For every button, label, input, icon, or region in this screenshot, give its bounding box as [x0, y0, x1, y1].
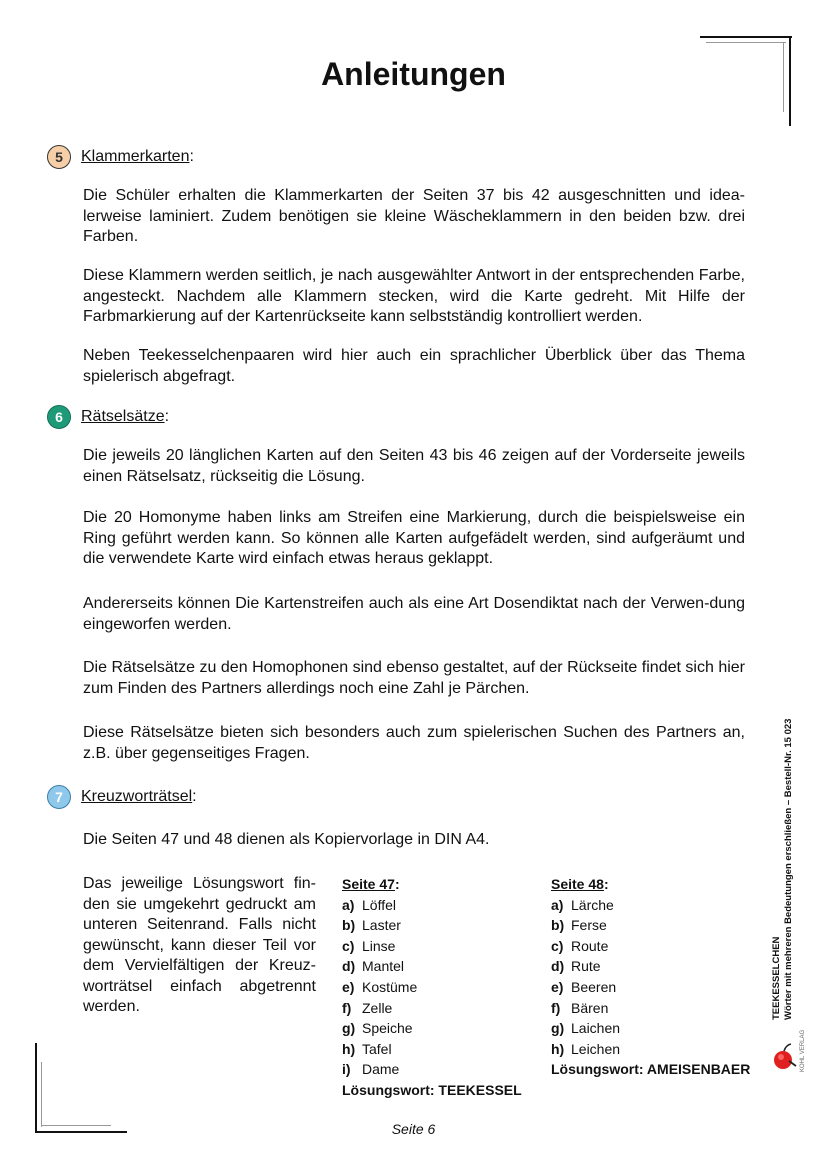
- list-item: a) Löffel: [342, 896, 396, 913]
- paragraph: Die Seiten 47 und 48 dienen als Kopiervorlage in DIN A4.: [83, 831, 490, 848]
- number-badge: 7: [47, 785, 71, 809]
- list-item: h) Tafel: [342, 1040, 392, 1057]
- answers-page-47: Seite 47: a) Löffel b) Laster c) Linse d) Mantel e) Kostüme f) Zelle g) Speiche h) Tafel i) Dame Lösungswort: TEEKESSEL: [342, 874, 542, 1101]
- section-7-heading: 7 Kreuzworträtsel:: [47, 785, 197, 809]
- column-heading: Seite 48: [551, 876, 604, 892]
- column-heading: Seite 47: [342, 876, 395, 892]
- paragraph: Die Rätselsätze zu den Homophonen sind ebenso gestaltet, auf der Rückseite findet sich hier zum Finden des Partners allerdings noch eine Zahl je Pärchen.: [83, 659, 745, 697]
- list-item: h) Leichen: [551, 1040, 621, 1057]
- paragraph: Neben Teekesselchenpaaren wird hier auch ein sprachlicher Überblick über das Thema spielerisch abgefragt.: [83, 347, 745, 385]
- sidebar-subtitle: Wörter mit mehreren Bedeutungen erschließen – Bestell-Nr. 15 023: [783, 718, 794, 1020]
- list-item: a) Lärche: [551, 896, 614, 913]
- sidebar-series-title: TEEKESSELCHEN: [771, 936, 782, 1020]
- list-item: i) Dame: [342, 1061, 400, 1078]
- solution-note: Das jeweilige Lösungswort fin-den sie umgekehrt gedruckt am unteren Seitenrand. Falls nicht gewünscht, kann dieser Teil vor dem Vervielfältigen der Kreuz-worträtsel einfach abgetrennt werden.: [83, 875, 316, 1015]
- list-item: d) Mantel: [342, 958, 405, 975]
- paragraph: Die jeweils 20 länglichen Karten auf den Seiten 43 bis 46 zeigen auf der Vorderseite jeweils einen Rätselsatz, rückseitig die Lösung.: [83, 447, 745, 485]
- number-badge: 5: [47, 145, 71, 169]
- paragraph: Die Schüler erhalten die Klammerkarten der Seiten 37 bis 42 ausgeschnitten und idea-lerweise laminiert. Zudem benötigen sie kleine Wäscheklammern in den beiden bzw. drei Farben.: [83, 187, 745, 245]
- answers-page-48: Seite 48: a) Lärche b) Ferse c) Route d) Rute e) Beeren f) Bären g) Laichen h) Leichen Lösungswort: AMEISENBAER: [551, 874, 771, 1080]
- solution-word: Lösungswort: TEEKESSEL: [342, 1081, 522, 1098]
- list-item: b) Laster: [342, 917, 401, 934]
- list-item: c) Route: [551, 937, 609, 954]
- solution-word: Lösungswort: AMEISENBAER: [551, 1061, 751, 1078]
- logo-wordmark: KOHL VERLAG: [800, 1029, 806, 1072]
- section-title: Klammerkarten: [81, 148, 190, 165]
- page-number: Seite 6: [391, 1121, 436, 1137]
- list-item: f) Bären: [551, 999, 609, 1016]
- list-item: g) Laichen: [551, 1020, 621, 1037]
- publisher-sidebar: [771, 680, 807, 1020]
- paragraph: Diese Klammern werden seitlich, je nach ausgewählter Antwort in der entsprechenden Farbe, angesteckt. Nachdem alle Klammern stecken, wird die Karte gedreht. Mit Hilfe der Farbmarkierung auf der Kartenrückseite kann selbstständig kontrolliert werden.: [83, 267, 745, 325]
- list-item: d) Rute: [551, 958, 601, 975]
- number-badge: 6: [47, 405, 71, 429]
- paragraph: Die 20 Homonyme haben links am Streifen eine Markierung, durch die beispielsweise ein Ring geführt werden kann. So können alle Karten aufgefädelt werden, sind aufgeräumt und die verwendete Karte wird einfach etwas heraus geklappt.: [83, 509, 745, 567]
- section-title: Kreuzworträtsel: [81, 788, 193, 805]
- list-item: g) Speiche: [342, 1020, 413, 1037]
- section-title: Rätselsätze: [81, 408, 165, 425]
- paragraph: Diese Rätselsätze bieten sich besonders auch zum spielerischen Suchen des Partners an, z.B. über gegenseitiges Fragen.: [83, 724, 745, 762]
- page-title: Anleitungen: [321, 56, 506, 92]
- section-5-heading: 5 Klammerkarten:: [47, 145, 194, 169]
- list-item: c) Linse: [342, 937, 396, 954]
- list-item: e) Beeren: [551, 978, 617, 995]
- list-item: f) Zelle: [342, 999, 393, 1016]
- list-item: e) Kostüme: [342, 978, 418, 995]
- publisher-logo: [772, 1030, 808, 1072]
- section-6-heading: 6 Rätselsätze:: [47, 405, 169, 429]
- paragraph: Andererseits können Die Kartenstreifen auch als eine Art Dosendiktat nach der Verwen-dung eingeworfen werden.: [83, 595, 745, 633]
- list-item: b) Ferse: [551, 917, 607, 934]
